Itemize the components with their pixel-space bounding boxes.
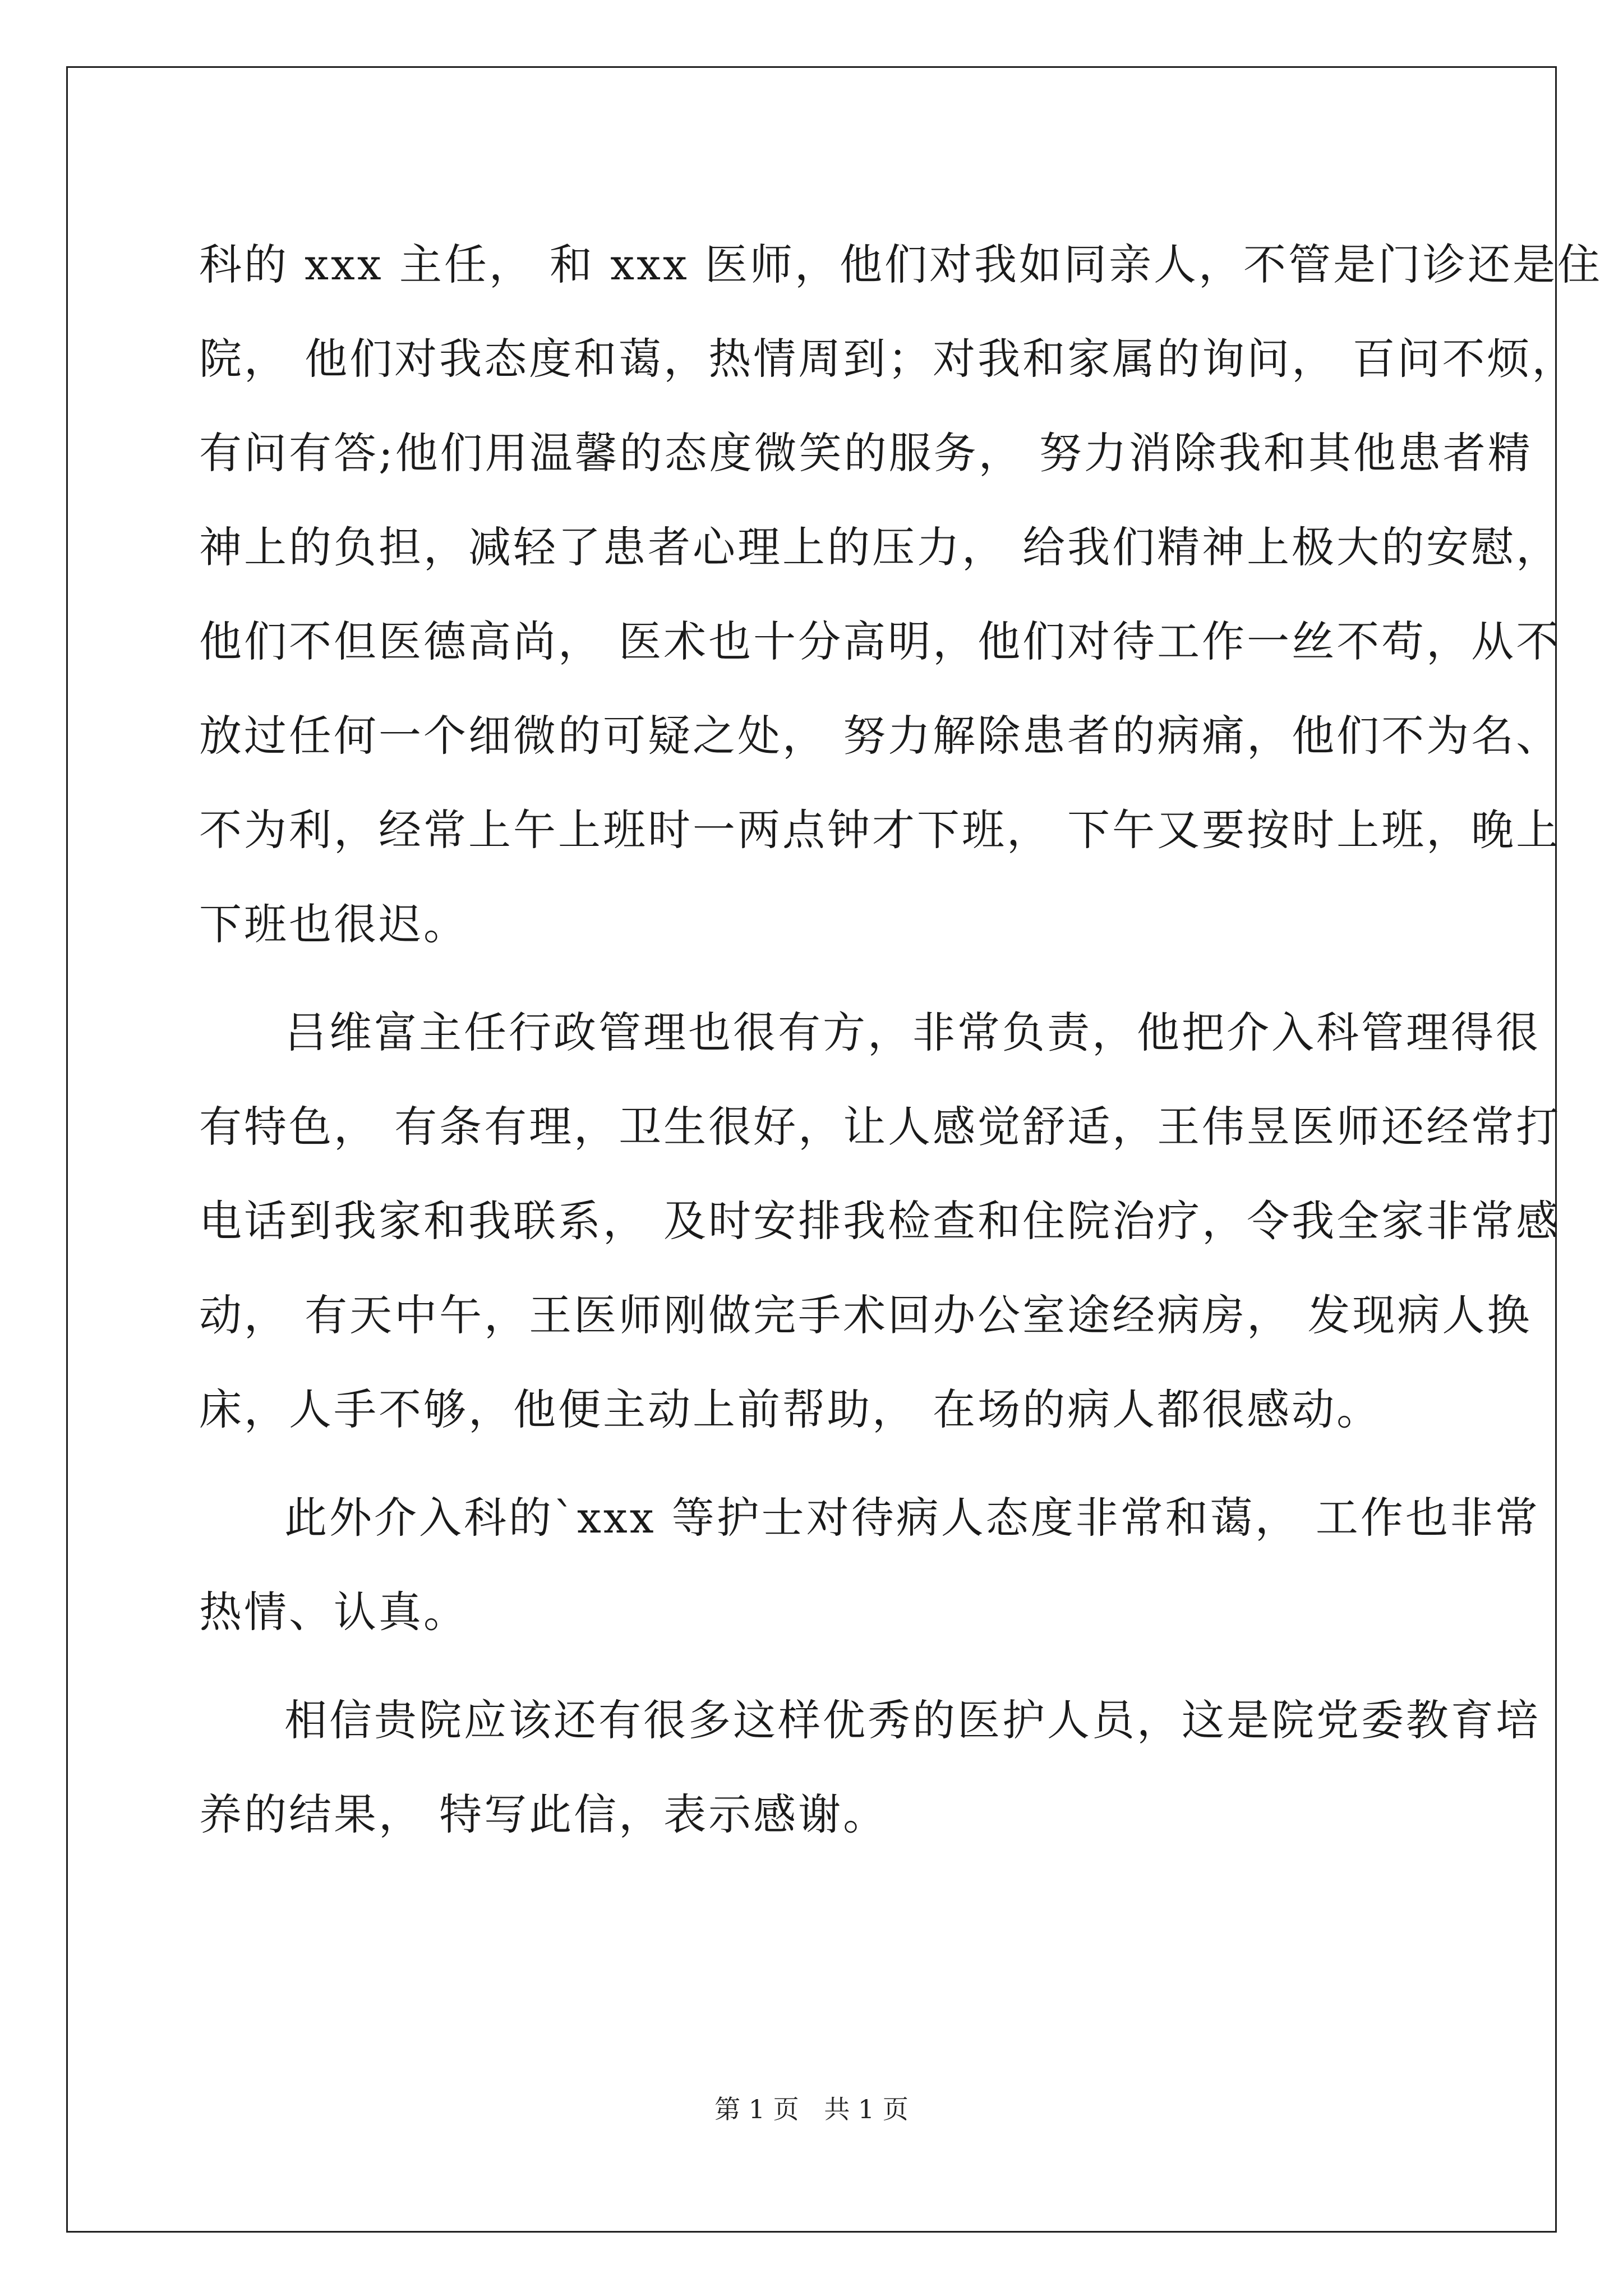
paragraph [199,986,1561,1457]
text-line: 下班也很迟。 [199,899,468,949]
paragraph [199,1471,1540,1659]
text-line: 放过任何一个细微的可疑之处， 努力解除患者的病痛，他们不为名、 [199,711,1561,761]
text-line: 有问有答;他们用温馨的态度微笑的服务， 努力消除我和其他患者精 [199,428,1533,478]
page-footer [0,2092,1623,2126]
text-line: 院， 他们对我态度和蔼，热情周到；对我和家属的询问， 百问不烦， [199,334,1577,384]
text-line: 养的结果， 特写此信，表示感谢。 [199,1789,888,1839]
letter-body [199,218,1602,1862]
text-line: 不为利，经常上午上班时一两点钟才下班， 下午又要按时上班，晚上 [199,805,1561,855]
text-line: 他们不但医德高尚， 医术也十分高明，他们对待工作一丝不苟，从不 [199,616,1561,666]
text-line: 相信贵院应该还有很多这样优秀的医护人员，这是院党委教育培 [284,1695,1541,1745]
page-number: 第 1 页 [714,2094,799,2124]
page-total: 共 1 页 [824,2094,909,2124]
text-line: 热情、认真。 [199,1587,468,1637]
paragraph [199,1673,1541,1862]
text-line: 有特色， 有条有理，卫生很好，让人感觉舒适，王伟昱医师还经常打 [199,1102,1561,1152]
text-line: 吕维富主任行政管理也很有方，非常负责，他把介入科管理得很 [284,1007,1541,1057]
text-line: 神上的负担，减轻了患者心理上的压力， 给我们精神上极大的安慰， [199,522,1561,572]
text-line: 电话到我家和我联系， 及时安排我检查和住院治疗，令我全家非常感 [199,1196,1561,1246]
text-line: 动， 有天中午，王医师刚做完手术回办公室途经病房， 发现病人换 [199,1290,1532,1340]
text-line: 科的 xxx 主任， 和 xxx 医师，他们对我如同亲人，不管是门诊还是住 [199,240,1602,289]
paragraph [199,218,1602,972]
text-line: 此外介入科的`xxx 等护士对待病人态度非常和蔼， 工作也非常 [284,1493,1540,1543]
text-line: 床，人手不够，他便主动上前帮助， 在场的病人都很感动。 [199,1384,1382,1434]
